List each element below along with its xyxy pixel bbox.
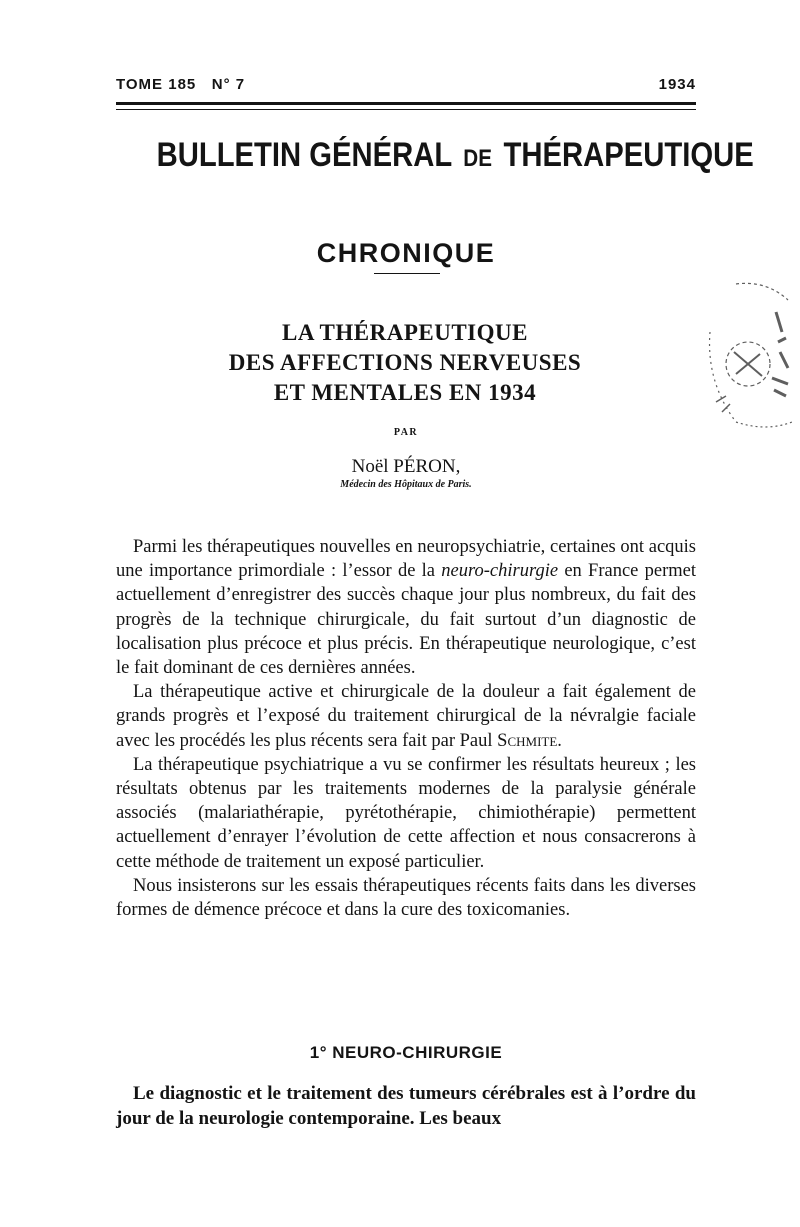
- paragraph: La thérapeutique psychiatrique a vu se confirmer les résultats heureux ; les résultats obtenus par les traitements modernes de la paralysie générale associés (malariathérapie, pyrétothérapie, chimiothérapie) permettent actuellement d’enrayer l’évolution de cette affection et nous consacrerons à cette méthode de traitement un exposé particulier.: [116, 754, 696, 872]
- section-label: CHRONIQUE: [316, 238, 496, 268]
- by-label: PAR: [393, 427, 419, 438]
- author-affiliation: Médecin des Hôpitaux de Paris.: [340, 479, 472, 490]
- library-stamp: [696, 272, 800, 442]
- journal-title-part1: BULLETIN GÉNÉRAL: [156, 136, 452, 174]
- emphasis: neuro-chirurgie: [441, 561, 559, 582]
- article-body: [116, 535, 696, 922]
- paragraph: Le diagnostic et le traitement des tumeurs cérébrales est à l’ordre du jour de la neurologie contemporaine. Les beaux: [116, 1083, 696, 1129]
- article-title: [150, 318, 660, 408]
- article-title-line: ET MENTALES EN 1934: [273, 380, 537, 405]
- article-body-continued: [116, 1081, 696, 1131]
- article-title-line: LA THÉRAPEUTIQUE: [282, 320, 528, 345]
- cited-author: Schmite: [497, 730, 558, 751]
- section-rule: [374, 273, 440, 274]
- journal-title-part2: DE: [463, 145, 492, 172]
- tome-number: TOME 185 N° 7: [116, 76, 246, 93]
- running-head: [116, 76, 696, 98]
- paragraph: La thérapeutique active et chirurgicale de la douleur a fait également de grands progrès et l’exposé du traitement chirurgical de la névralgie faciale avec les procédés les plus récents sera fait par Paul Schmite.: [116, 682, 696, 751]
- section-subheading: 1° NEURO-CHIRURGIE: [309, 1043, 503, 1062]
- header-rule-thin: [116, 109, 696, 110]
- article-title-line: DES AFFECTIONS NERVEUSES: [228, 350, 582, 375]
- header-rule-thick: [116, 102, 696, 105]
- paragraph: Parmi les thérapeutiques nouvelles en neuropsychiatrie, certaines ont acquis une importance primordiale : l’essor de la neuro-chirurgie en France permet actuellement d’enregistrer des succès chaque jour plus nombreux, du fait des progrès de la technique chirurgicale, du fait surtout d’un diagnostic de localisation plus précoce et plus précis. En thérapeutique neurologique, c’est le fait dominant de ces dernières années.: [116, 537, 696, 679]
- paragraph: Nous insisterons sur les essais thérapeutiques récents faits dans les diverses formes de démence précoce et dans la cure des toxicomanies.: [116, 875, 696, 921]
- journal-title-part3: THÉRAPEUTIQUE: [503, 136, 754, 174]
- author-name: Noël PÉRON,: [351, 456, 461, 477]
- year: 1934: [658, 76, 696, 93]
- journal-title: [156, 136, 754, 175]
